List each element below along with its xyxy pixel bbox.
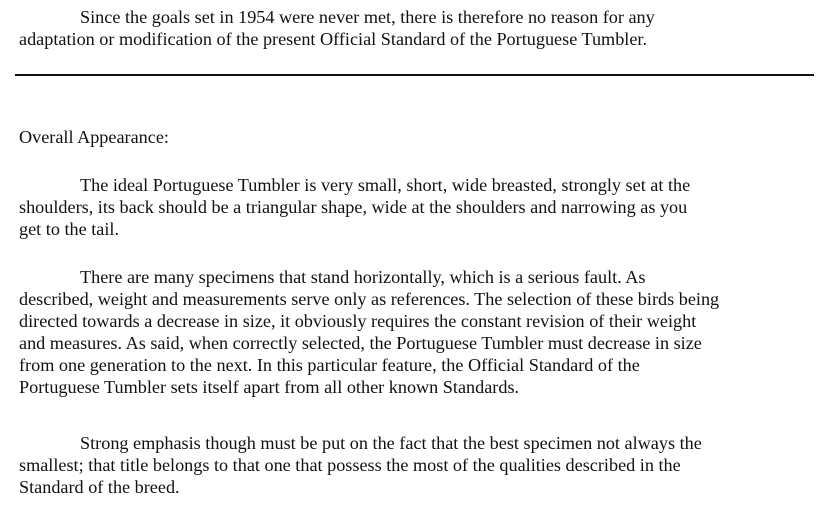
- paragraph-line: directed towards a decrease in size, it obviously requires the constant revision of their weight: [19, 311, 697, 331]
- paragraph-line: and measures. As said, when correctly selected, the Portuguese Tumbler must decrease in size: [19, 333, 702, 353]
- horizontal-rule: [15, 74, 814, 76]
- paragraph-line: The ideal Portuguese Tumbler is very small, short, wide breasted, strongly set at the: [80, 175, 691, 195]
- section-heading: Overall Appearance:: [19, 127, 169, 147]
- paragraph-line: There are many specimens that stand horizontally, which is a serious fault. As: [80, 267, 646, 287]
- paragraph-line: shoulders, its back should be a triangular shape, wide at the shoulders and narrowing as you: [19, 197, 688, 217]
- paragraph-ideal: [19, 174, 819, 240]
- intro-line: adaptation or modification of the present Official Standard of the Portuguese Tumbler.: [19, 29, 648, 49]
- paragraph-specimens: [19, 266, 819, 398]
- paragraph-line: from one generation to the next. In this particular feature, the Official Standard of the: [19, 355, 640, 375]
- intro-line: Since the goals set in 1954 were never met, there is therefore no reason for any: [80, 7, 655, 27]
- paragraph-line: Standard of the breed.: [19, 477, 180, 497]
- paragraph-emphasis: [19, 432, 819, 498]
- paragraph-line: Strong emphasis though must be put on the fact that the best specimen not always the: [80, 433, 702, 453]
- paragraph-line: get to the tail.: [19, 219, 120, 239]
- paragraph-line: described, weight and measurements serve only as references. The selection of these birds being: [19, 289, 720, 309]
- paragraph-line: smallest; that title belongs to that one that possess the most of the qualities described in the: [19, 455, 681, 475]
- paragraph-line: Portuguese Tumbler sets itself apart from all other known Standards.: [19, 377, 520, 397]
- intro-paragraph: [19, 6, 819, 50]
